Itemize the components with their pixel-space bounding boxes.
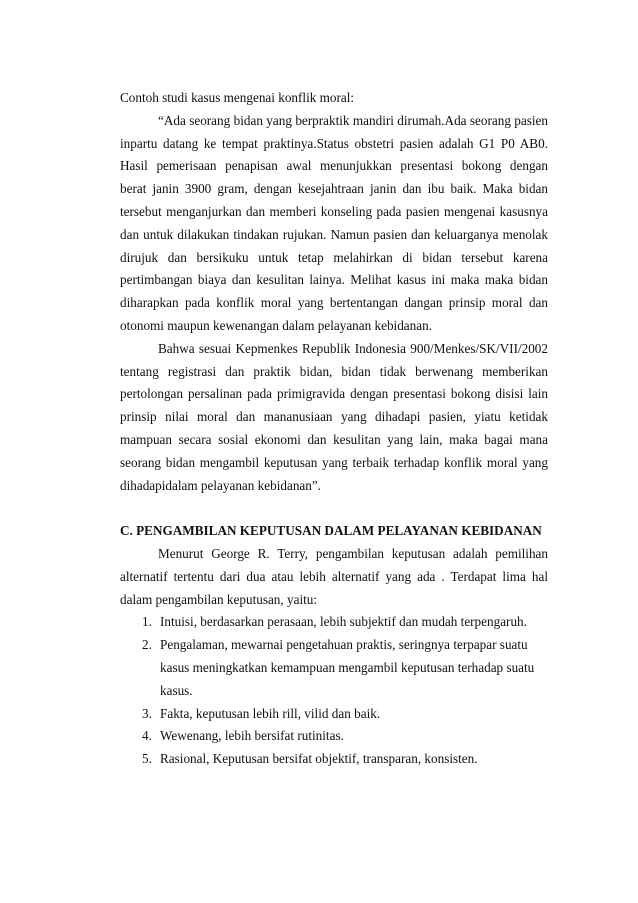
case-study-paragraph (120, 110, 548, 338)
list-item-number: 5. (142, 751, 152, 767)
list-item-number: 2. (142, 637, 152, 653)
paragraph-line: pertolongan persalinan pada primigravida dengan presentasi bokong disisi lain (120, 386, 548, 402)
paragraph-line: Hasil pemerisaan penapisan awal menunjukkan presentasi bokong dengan (120, 158, 548, 174)
list-item-continuation: kasus. (160, 682, 193, 698)
regulation-paragraph (120, 338, 548, 498)
list-item-text: Fakta, keputusan lebih rill, vilid dan baik. (160, 705, 381, 721)
section-heading: C. PENGAMBILAN KEPUTUSAN DALAM PELAYANAN KEBIDANAN (120, 523, 542, 539)
document-body (120, 87, 548, 771)
paragraph-line: dalam pengambilan keputusan, yaitu: (120, 591, 318, 607)
list-item-text: Wewenang, lebih bersifat rutinitas. (160, 728, 344, 744)
decision-making-paragraph (120, 543, 548, 611)
intro-line: Contoh studi kasus mengenai konflik moral: (120, 90, 355, 105)
paragraph-line: dan untuk dilakukan tindakan rujukan. Namun pasien dan keluarganya menolak (120, 226, 548, 242)
paragraph-line: tersebut menganjurkan dan memberi konseling pada pasien mengenai kasusnya (120, 203, 548, 219)
list-item-continuation: kasus meningkatkan kemampuan mengambil keputusan terhadap suatu (160, 659, 535, 675)
list-item (120, 611, 548, 634)
paragraph-line: seorang bidan mengambil keputusan yang terbaik terhadap konflik moral yang (120, 454, 548, 470)
paragraph-line: Menurut George R. Terry, pengambilan keputusan adalah pemilihan (158, 545, 548, 561)
list-item (120, 703, 548, 726)
paragraph-line: inpartu datang ke tempat praktinya.Status obstetri pasien adalah G1 P0 AB0. (120, 135, 548, 151)
list-item-text: Intuisi, berdasarkan perasaan, lebih subjektif dan mudah terpengaruh. (160, 614, 527, 630)
paragraph-line: diharapkan pada konflik moral yang bertentangan dangan prinsip moral dan (120, 295, 548, 311)
paragraph-line: berat janin 3900 gram, dengan kesejahtraan janin dan ibu baik. Maka bidan (120, 181, 548, 197)
numbered-list (120, 611, 548, 771)
paragraph-line: otonomi maupun kewenangan dalam pelayanan kebidanan. (120, 317, 432, 333)
list-item (120, 748, 548, 771)
paragraph-line: tentang registrasi dan praktik bidan, bidan tidak berwenang memberikan (120, 363, 548, 379)
list-item (120, 725, 548, 748)
paragraph-line: dirujuk dan bersikuku untuk tetap melahirkan di bidan tersebut karena (120, 249, 548, 265)
paragraph-line: mampuan secara sosial ekonomi dan kesulitan yang lain, maka bagai mana (120, 431, 548, 447)
paragraph-line: pertimbangan biaya dan kesulitan lainya. Melihat kasus ini maka maka bidan (120, 272, 548, 288)
paragraph-line: dihadapidalam pelayanan kebidanan”. (120, 477, 322, 493)
list-item-number: 4. (142, 728, 152, 744)
list-item-number: 1. (142, 614, 152, 630)
paragraph-line: “Ada seorang bidan yang berpraktik mandiri dirumah.Ada seorang pasien (158, 112, 548, 128)
section-spacer (120, 497, 548, 520)
list-item-number: 3. (142, 705, 152, 721)
list-item-text: Pengalaman, mewarnai pengetahuan praktis, seringnya terpapar suatu (160, 637, 528, 653)
list-item-text: Rasional, Keputusan bersifat objektif, transparan, konsisten. (160, 751, 478, 767)
paragraph-line: prinsip nilai moral dan mananusiaan yang dihadapi pasien, yiatu ketidak (120, 409, 548, 425)
paragraph-line: Bahwa sesuai Kepmenkes Republik Indonesia 900/Menkes/SK/VII/2002 (158, 340, 548, 356)
list-item (120, 634, 548, 657)
paragraph-line: alternatif tertentu dari dua atau lebih alternatif yang ada . Terdapat lima hal (120, 568, 548, 584)
